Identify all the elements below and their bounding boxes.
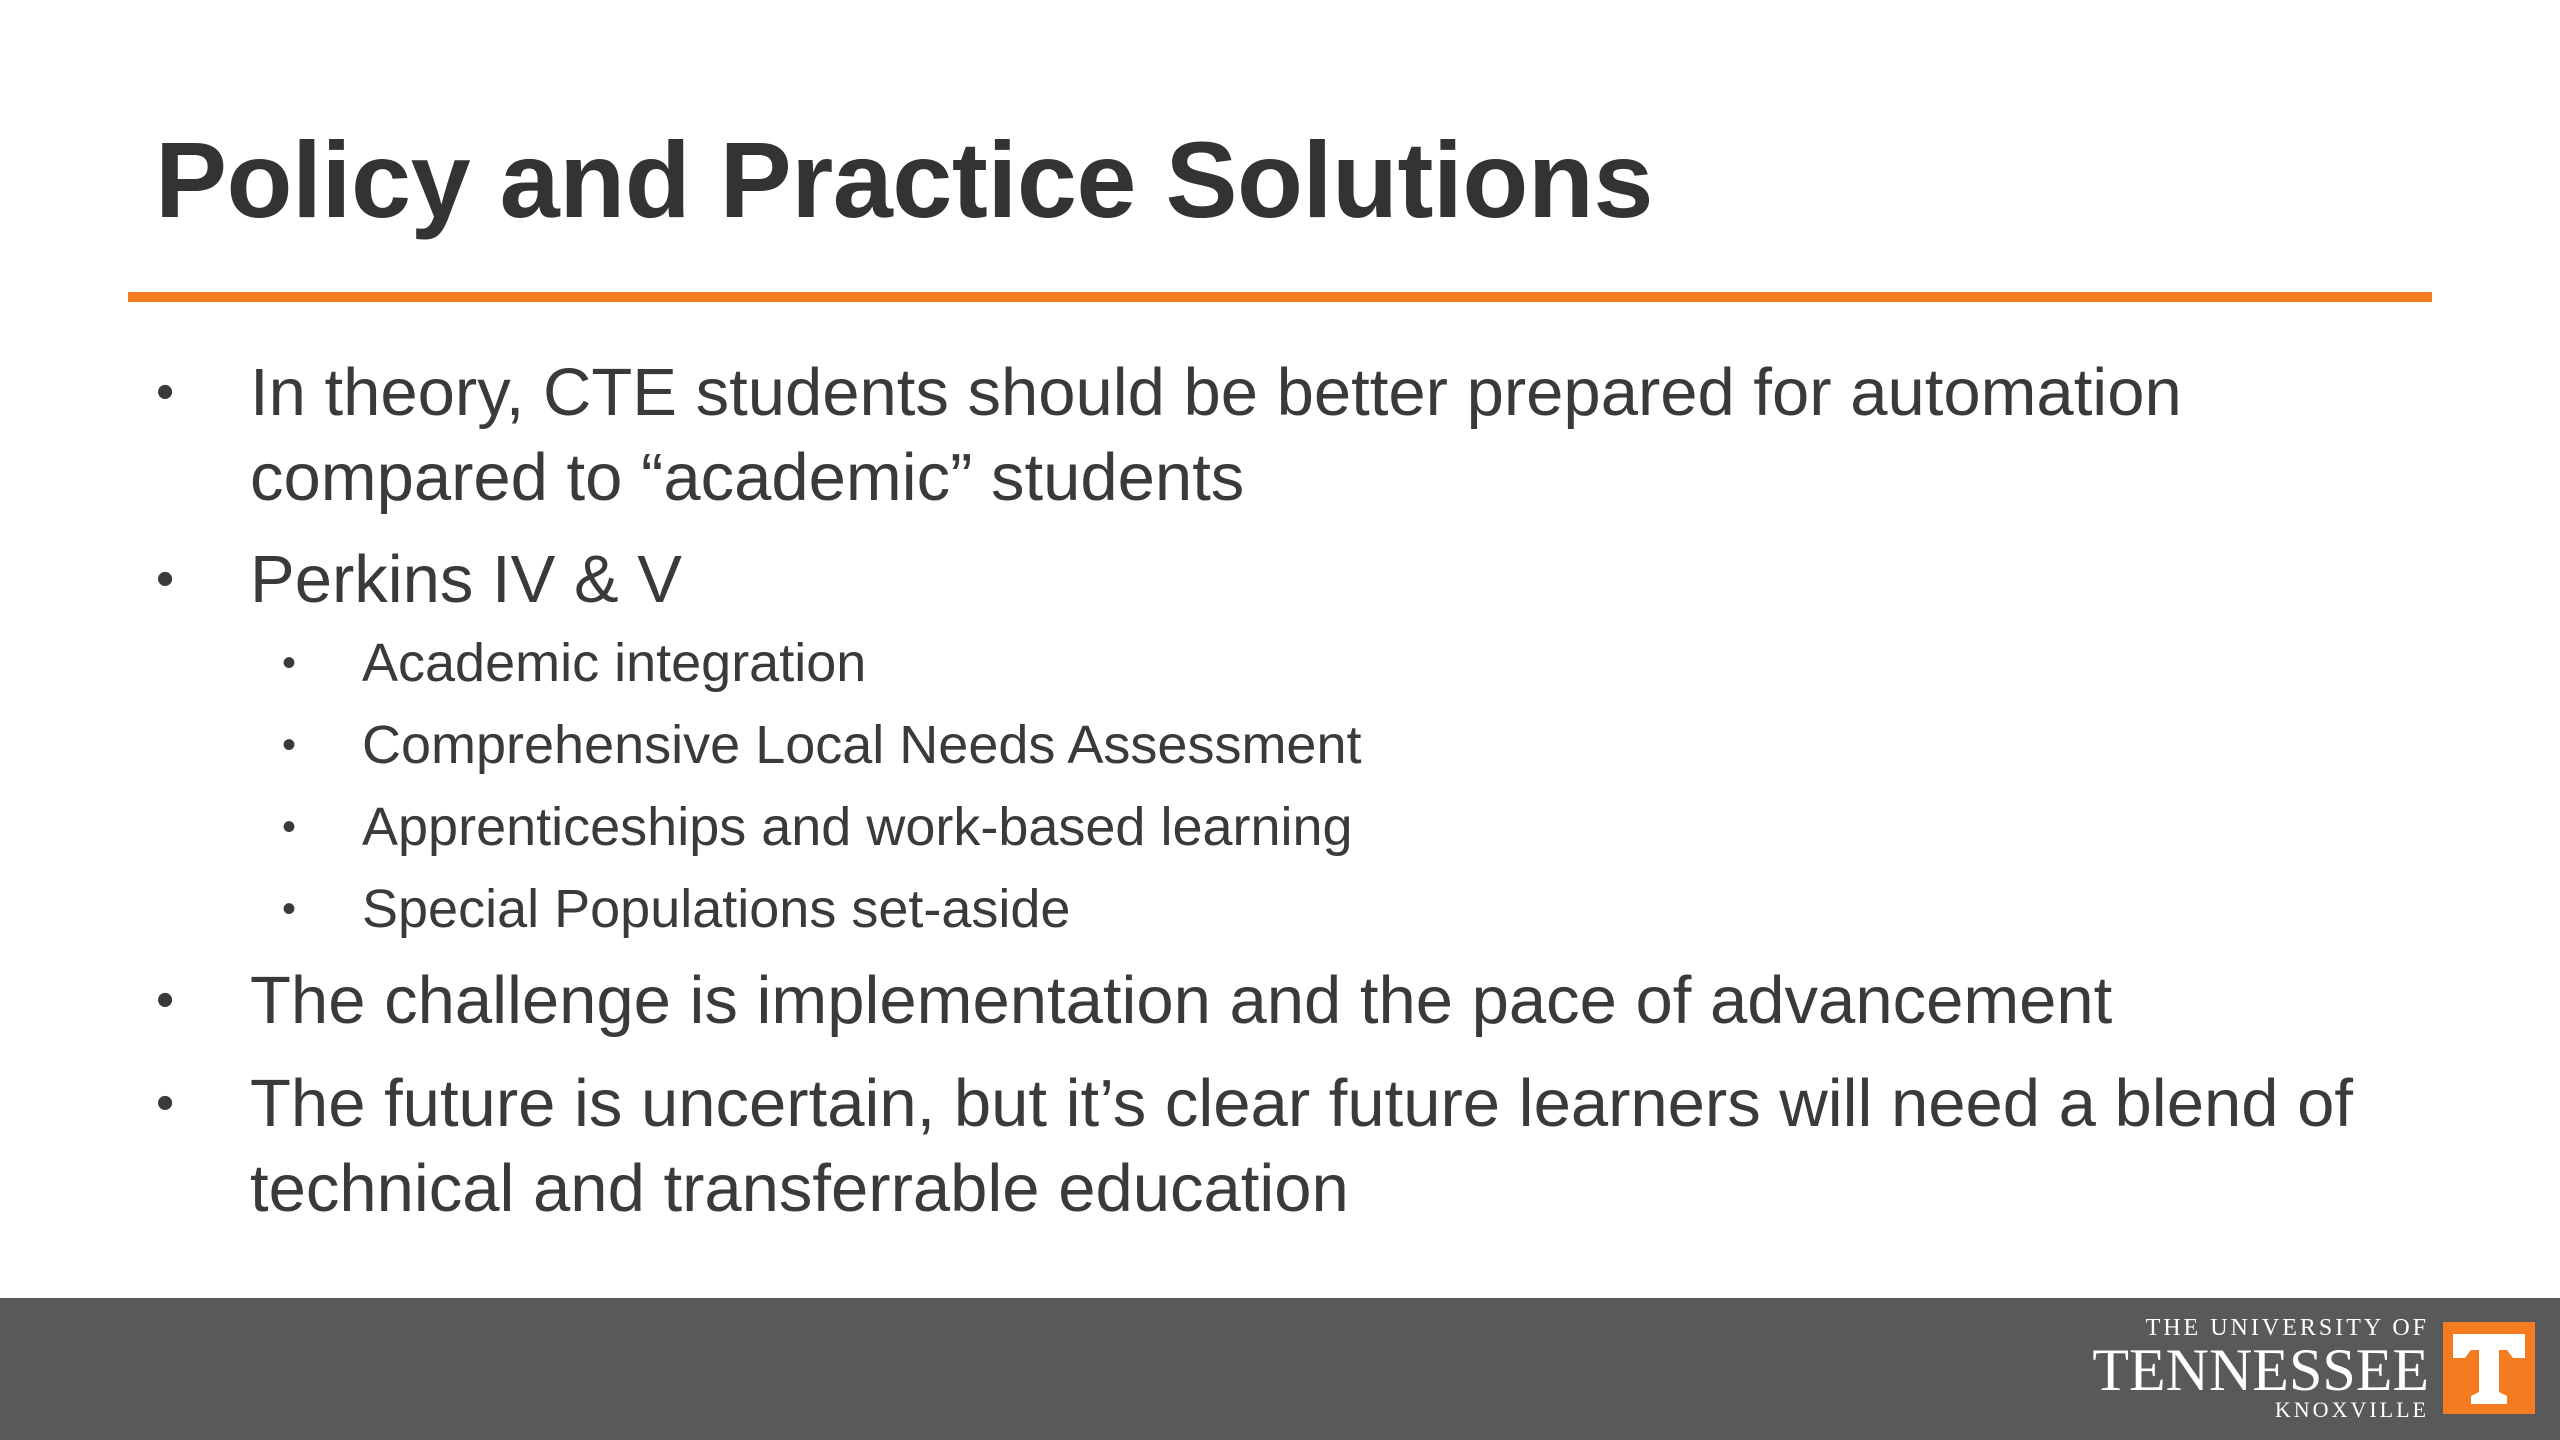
sub-bullet-dot-icon: • xyxy=(282,887,297,931)
logo-wordmark xyxy=(2092,1315,2429,1421)
university-logo xyxy=(2092,1315,2535,1422)
sub-bullet-dot-icon: • xyxy=(282,805,297,849)
sub-bullet-item xyxy=(0,868,2560,950)
sub-bullet-item xyxy=(0,622,2560,704)
sub-bullet-text: Academic integration xyxy=(362,633,867,693)
sub-bullet-dot-icon: • xyxy=(282,723,297,767)
logo-line-1: THE UNIVERSITY OF xyxy=(2145,1315,2429,1341)
sub-bullet-text: Apprenticeships and work-based learning xyxy=(362,797,1353,857)
bullet-item xyxy=(0,958,2560,1043)
sub-bullet-text: Special Populations set-aside xyxy=(362,879,1071,939)
logo-line-3: KNOXVILLE xyxy=(2274,1397,2429,1422)
bullet-dot-icon: • xyxy=(156,971,175,1029)
bullet-dot-icon: • xyxy=(156,550,175,608)
bullet-dot-icon: • xyxy=(156,363,175,421)
bullet-item xyxy=(0,1061,2560,1231)
sub-bullet-item xyxy=(0,704,2560,786)
title-underline xyxy=(128,292,2432,302)
bullet-text: The challenge is implementation and the pace of advancement xyxy=(250,963,2113,1038)
bullet-list xyxy=(0,350,2560,1231)
power-t-icon-graphic xyxy=(2443,1322,2535,1414)
slide-title: Policy and Practice Solutions xyxy=(155,119,1653,240)
logo-line-2: TENNESSEE xyxy=(2092,1337,2429,1403)
bullet-item xyxy=(0,537,2560,622)
sub-bullet-dot-icon: • xyxy=(282,641,297,685)
sub-bullet-item xyxy=(0,786,2560,868)
bullet-text: In theory, CTE students should be better prepared for automation compared to “academic” students xyxy=(250,355,2182,515)
power-t-icon xyxy=(2443,1322,2535,1414)
bullet-item xyxy=(0,350,2560,520)
bullet-text: Perkins IV & V xyxy=(250,542,682,617)
bullet-dot-icon: • xyxy=(156,1074,175,1132)
sub-bullet-text: Comprehensive Local Needs Assessment xyxy=(362,715,1362,775)
bullet-text: The future is uncertain, but it’s clear future learners will need a blend of technical and transferrable education xyxy=(250,1066,2353,1226)
